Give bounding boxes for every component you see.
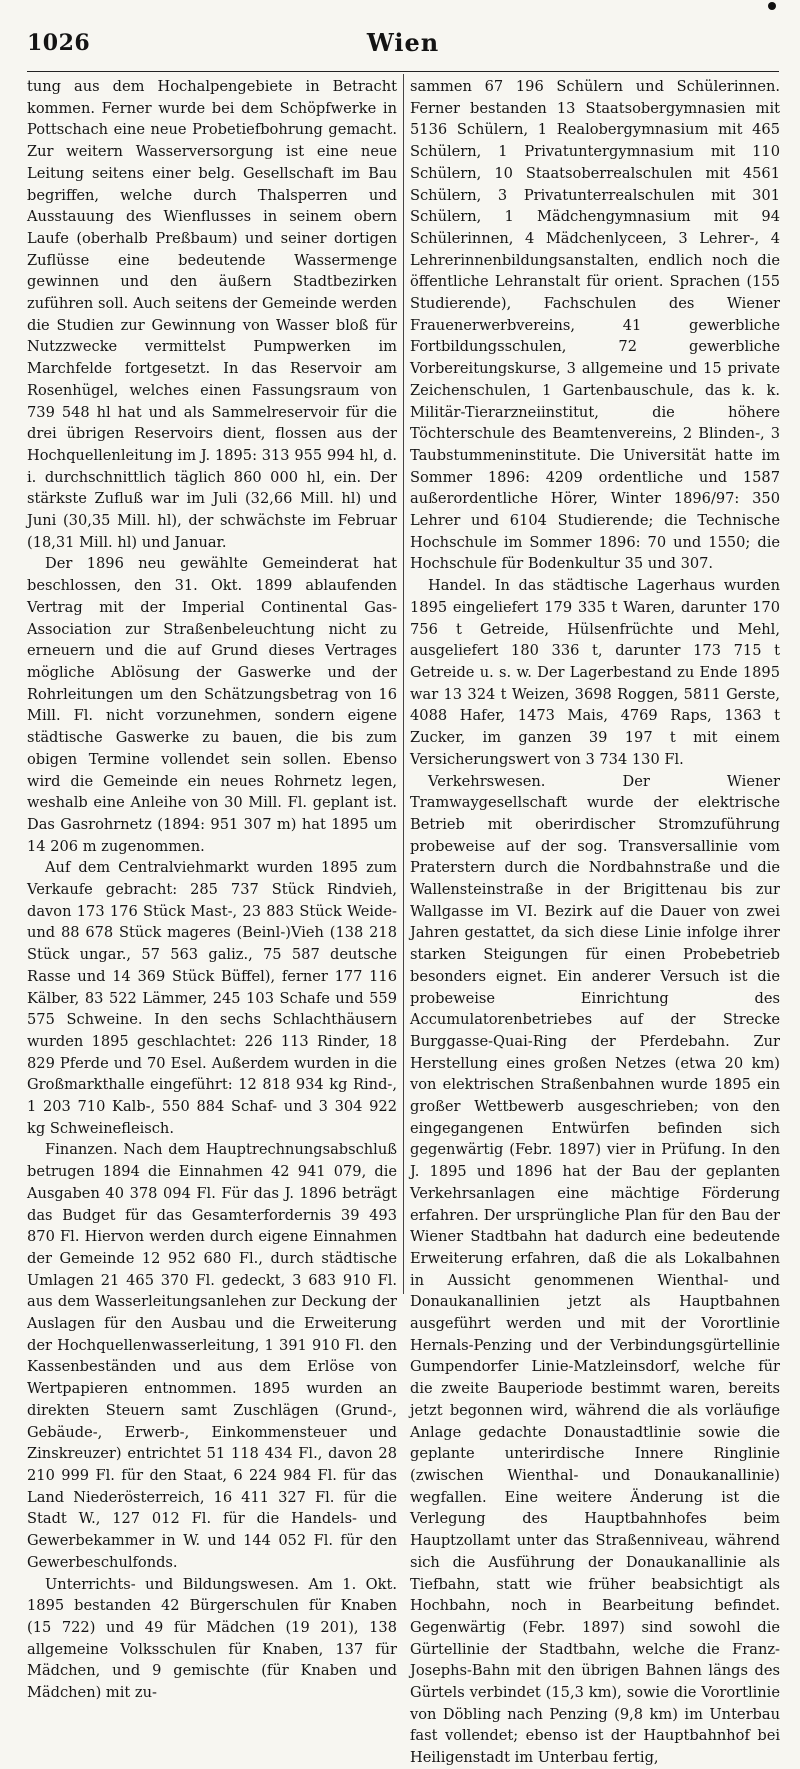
page-header <box>27 22 779 62</box>
left-column <box>27 76 397 1702</box>
column-divider <box>403 74 404 1294</box>
right-column <box>410 76 780 1767</box>
running-title: Wien <box>366 28 440 57</box>
paragraph: sammen 67 196 Schülern und Schülerinnen. Ferner bestanden 13 Staatsobergymnasien mit 5136 Schülern, 1 Realobergymnasium mit 465 Schülern, 1 Privatuntergymnasium mit 110 Schülern, 10 Staatsoberrealschulen mit 4561 Schülern, 3 Privatunterrealschulen mit 301 Schülern, 1 Mädchengymnasium mit 94 Schülerinnen, 4 Mädchenlyceen, 3 Lehrer-, 4 Lehrerinnenbildungsanstalten, endlich noch die öffentliche Lehranstalt für orient. Sprachen (155 Studierende), Fachschulen des Wiener Frauenerwerbvereins, 41 gewerbliche Fortbildungsschulen, 72 gewerbliche Vorbereitungskurse, 3 allgemeine und 15 private Zeichenschulen, 1 Gartenbauschule, das k. k. Militär-Tierarzneiinstitut, die höhere Töchterschule des Beamtenvereins, 2 Blinden-, 3 Taubstummeninstitute. Die Universität hatte im Sommer 1896: 4209 ordentliche und 1587 außerordentliche Hörer, Winter 1896/97: 350 Lehrer und 6104 Studierende; die Technische Hochschule im Sommer 1896: 70 und 1550; die Hochschule für Bodenkultur 35 und 307. <box>410 78 780 573</box>
corner-ink-dot <box>768 2 776 10</box>
paragraph: Auf dem Centralviehmarkt wurden 1895 zum Verkaufe gebracht: 285 737 Stück Rindvieh, davon 173 176 Stück Mast-, 23 883 Stück Weide- und 88 678 Stück mageres (Beinl-)Vieh (138 218 Stück ungar., 57 563 galiz., 75 587 deutsche Rasse und 14 369 Stück Büffel), ferner 177 116 Kälber, 83 522 Lämmer, 245 103 Schafe und 559 575 Schweine. In den sechs Schlachthäusern wurden 1895 geschlachtet: 226 113 Rinder, 18 829 Pferde und 70 Esel. Außerdem wurden in die Großmarkthalle eingeführt: 12 818 934 kg Rind-, 1 203 710 Kalb-, 550 884 Schaf- und 3 304 922 kg Schweinefleisch. <box>27 859 397 1137</box>
paragraph: Finanzen. Nach dem Hauptrechnungsabschluß betrugen 1894 die Einnahmen 42 941 079, die Ausgaben 40 378 094 Fl. Für das J. 1896 beträgt das Budget für das Gesamterfordernis 39 493 870 Fl. Hiervon werden durch eigene Einnahmen der Gemeinde 12 952 680 Fl., durch städtische Umlagen 21 465 370 Fl. gedeckt, 3 683 910 Fl. aus dem Wasserleitungsanlehen zur Deckung der Auslagen für den Ausbau und die Erweiterung der Hochquellenwasserleitung, 1 391 910 Fl. den Kassenbeständen und aus dem Erlöse von Wertpapieren entnommen. 1895 wurden an direkten Steuern samt Zuschlägen (Grund-, Gebäude-, Erwerb-, Einkommensteuer und Zinskreuzer) entrichtet 51 118 434 Fl., davon 28 210 999 Fl. für den Staat, 6 224 984 Fl. für das Land Niederösterreich, 16 411 327 Fl. für die Stadt W., 127 012 Fl. für die Handels- und Gewerbekammer in W. und 144 052 Fl. für den Gewerbeschulfonds. <box>27 1141 397 1571</box>
paragraph: Verkehrswesen. Der Wiener Tramwaygesellschaft wurde der elektrische Betrieb mit oberirdischer Stromzuführung probeweise auf der sog. Transversallinie vom Praterstern durch die Nordbahnstraße und die Wallensteinstraße in der Brigittenau bis zur Wallgasse im VI. Bezirk auf die Dauer von zwei Jahren gestattet, da sich diese Linie infolge ihrer starken Steigungen für einen Probebetrieb besonders eignet. Ein anderer Versuch ist die probeweise Einrichtung des Accumulatorenbetriebes auf der Strecke Burggasse-Quai-Ring der Pferdebahn. Zur Herstellung eines großen Netzes (etwa 20 km) von elektrischen Straßenbahnen wurde 1895 ein großer Wettbewerb ausgeschrieben; von den eingegangenen Entwürfen befinden sich gegenwärtig (Febr. 1897) vier in Prüfung. In den J. 1895 und 1896 hat der Bau der geplanten Verkehrsanlagen eine mächtige Förderung erfahren. Der ursprüngliche Plan für den Bau der Wiener Stadtbahn hat dadurch eine bedeutende Erweiterung erfahren, daß die als Lokalbahnen in Aussicht genommenen Wienthal- und Donaukanallinien jetzt als Hauptbahnen ausgeführt werden und mit der Vorortlinie Hernals-Penzing und der Verbindungsgürtellinie Gumpendorfer Linie-Matzleinsdorf, welche für die zweite Bauperiode bestimmt waren, bereits jetzt begonnen wird, während die als vorläufige Anlage gedachte Donaustadtlinie sowie die geplante unterirdische Innere Ringlinie (zwischen Wienthal- und Donaukanallinie) wegfallen. Eine weitere Änderung ist die Verlegung des Hauptbahnhofes beim Hauptzollamt unter das Straßenniveau, während sich die Ausführung der Donaukanallinie als Tiefbahn, statt wie früher beabsichtigt als Hochbahn, noch in Bearbeitung befindet. Gegenwärtig (Febr. 1897) sind sowohl die Gürtellinie der Stadtbahn, welche die Franz-Josephs-Bahn mit den übrigen Bahnen längs des Gürtels verbindet (15,3 km), sowie die Vorortlinie von Döbling nach Penzing (9,8 km) im Unterbau fast vollendet; ebenso ist der Hauptbahnhof bei Heiligenstadt im Unterbau fertig, <box>410 772 780 1767</box>
paragraph: Der 1896 neu gewählte Gemeinderat hat beschlossen, den 31. Okt. 1899 ablaufenden Vertrag mit der Imperial Continental Gas-Association zur Straßenbeleuchtung nicht zu erneuern und die auf Grund dieses Vertrages mögliche Ablösung der Gaswerke und der Rohrleitungen um den Schätzungsbetrag von 16 Mill. Fl. nicht vorzunehmen, sondern eigene städtische Gaswerke zu bauen, die bis zum obigen Termine vollendet sein sollen. Ebenso wird die Gemeinde ein neues Rohrnetz legen, weshalb eine Anleihe von 30 Mill. Fl. geplant ist. Das Gasrohrnetz (1894: 951 307 m) hat 1895 um 14 206 m zugenommen. <box>27 555 397 855</box>
paragraph: Handel. In das städtische Lagerhaus wurden 1895 eingeliefert 179 335 t Waren, darunter 170 756 t Getreide, Hülsenfrüchte und Mehl, ausgeliefert 180 336 t, darunter 173 715 t Getreide u. s. w. Der Lagerbestand zu Ende 1895 war 13 324 t Weizen, 3698 Roggen, 5811 Gerste, 4088 Hafer, 1473 Mais, 4769 Raps, 1363 t Zucker, im ganzen 39 197 t mit einem Versicherungswert von 3 734 130 Fl. <box>410 577 780 768</box>
paragraph: tung aus dem Hochalpengebiete in Betracht kommen. Ferner wurde bei dem Schöpfwerke in Pottschach eine neue Probetiefbohrung gemacht. Zur weitern Wasserversorgung ist eine neue Leitung seitens einer belg. Gesellschaft im Bau begriffen, welche durch Thalsperren und Ausstauung des Wienflusses in seinem obern Laufe (oberhalb Preßbaum) und seiner dortigen Zuflüsse eine bedeutende Wassermenge gewinnen und den äußern Stadtbezirken zuführen soll. Auch seitens der Gemeinde werden die Studien zur Gewinnung von Wasser bloß für Nutzzwecke vermittelst Pumpwerken im Marchfelde fortgesetzt. In das Reservoir am Rosenhügel, welches einen Fassungsraum von 739 548 hl hat und als Sammelreservoir für die drei übrigen Reservoirs dient, flossen aus der Hochquellenleitung im J. 1895: 313 955 994 hl, d. i. durchschnittlich täglich 860 000 hl, ein. Der stärkste Zufluß war im Juli (32,66 Mill. hl) und Juni (30,35 Mill. hl), der schwächste im Februar (18,31 Mill. hl) und Januar. <box>27 78 397 551</box>
header-rule <box>27 71 779 72</box>
page-number: 1026 <box>27 30 91 56</box>
paragraph: Unterrichts- und Bildungswesen. Am 1. Okt. 1895 bestanden 42 Bürgerschulen für Knaben (15 722) und 49 für Mädchen (19 201), 138 allgemeine Volksschulen für Knaben, 137 für Mädchen, und 9 gemischte (für Knaben und Mädchen) mit zu- <box>27 1575 397 1702</box>
